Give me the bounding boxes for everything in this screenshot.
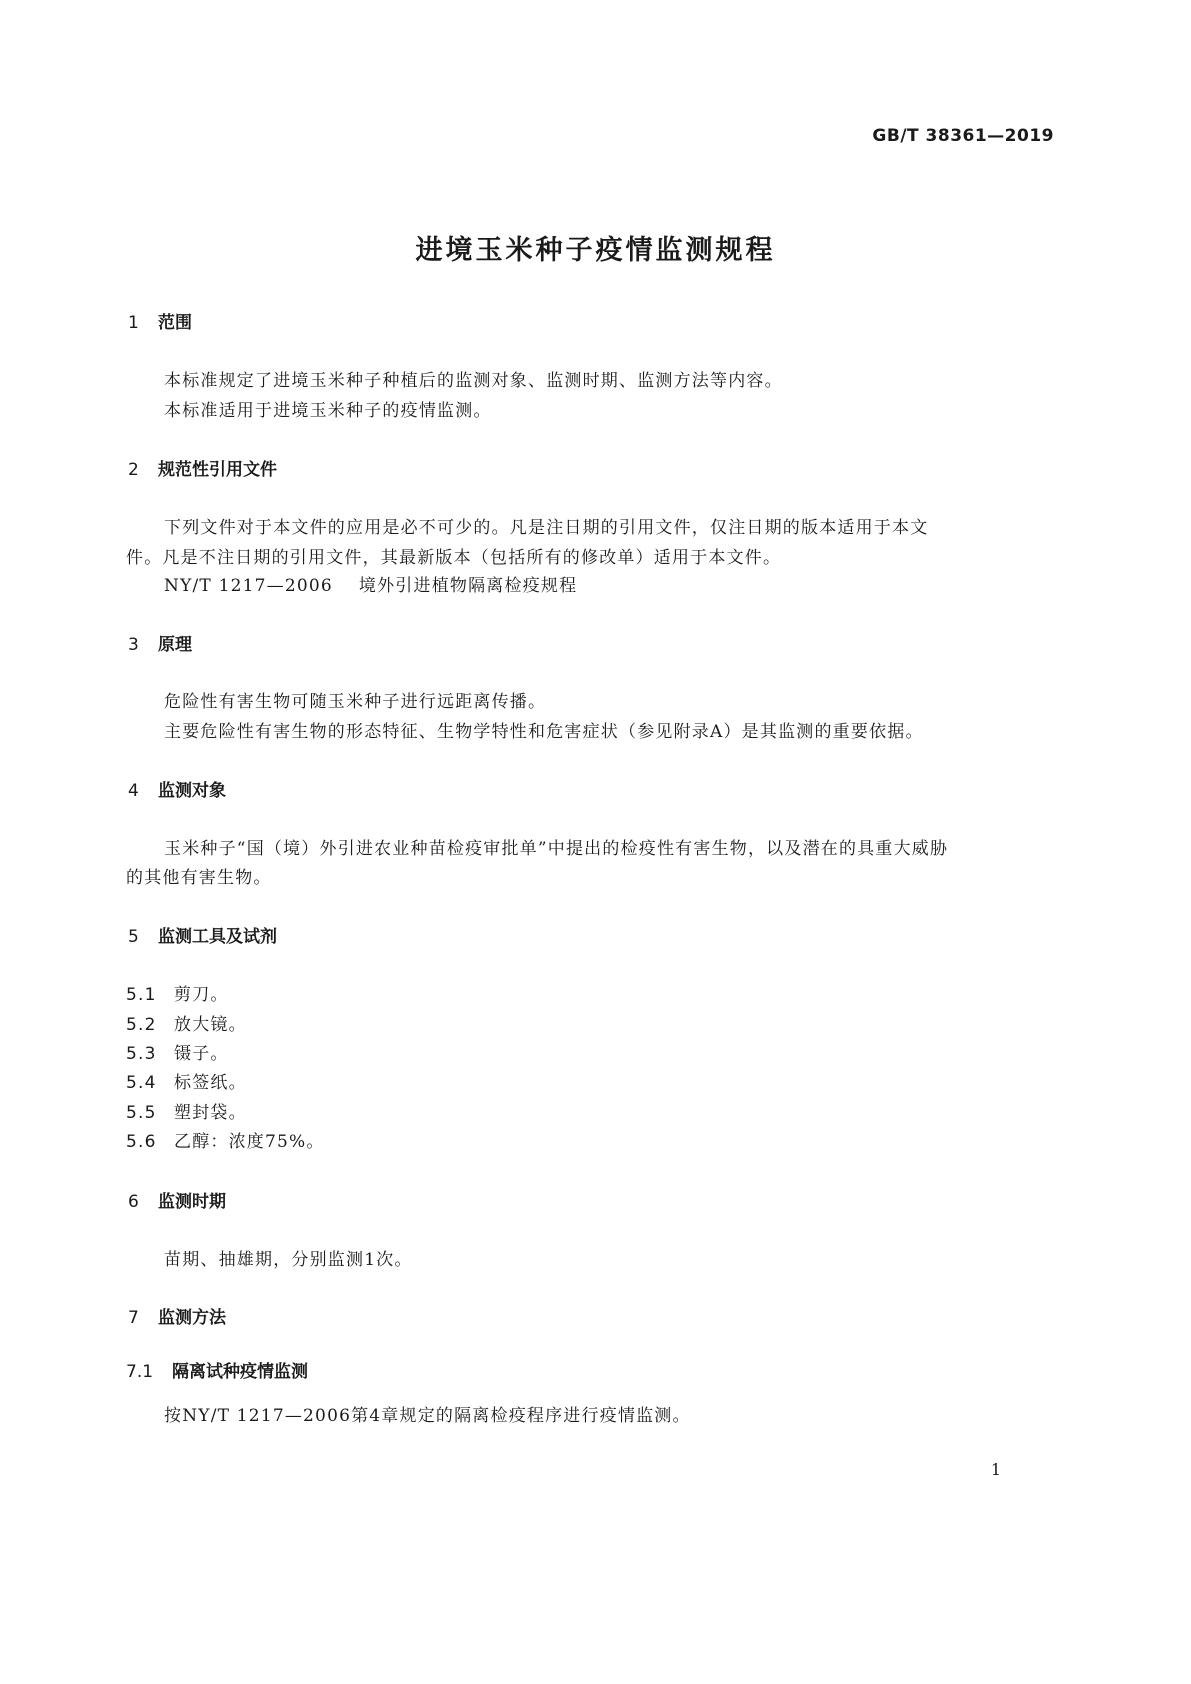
- section-5-heading: [128, 922, 277, 947]
- section-title: 监测时期: [158, 1192, 226, 1212]
- list-item: 5.3 镊子。: [126, 1044, 229, 1064]
- reference-code: NY/T 1217—2006: [164, 576, 333, 596]
- paragraph: 本标准规定了进境玉米种子种植后的监测对象、监测时期、监测方法等内容。: [164, 371, 783, 391]
- list-item: 5.2 放大镜。: [126, 1015, 247, 1035]
- section-4-heading: [128, 776, 226, 801]
- paragraph: 主要危险性有害生物的形态特征、生物学特性和危害症状（参见附录A）是其监测的重要依据。: [164, 722, 924, 742]
- section-number: 3: [128, 635, 139, 655]
- section-7-heading: [128, 1303, 226, 1328]
- paragraph: 按NY/T 1217—2006第4章规定的隔离检疫程序进行疫情监测。: [164, 1406, 691, 1426]
- list-item: 5.4 标签纸。: [126, 1073, 247, 1093]
- list-item: 5.6 乙醇：浓度75%。: [126, 1132, 325, 1152]
- section-6-heading: [128, 1187, 226, 1212]
- section-title: 规范性引用文件: [158, 460, 277, 480]
- section-title: 范围: [158, 313, 192, 333]
- list-item: 5.1 剪刀。: [126, 985, 229, 1005]
- subsection-number: 7.1: [126, 1362, 154, 1382]
- section-number: 4: [128, 781, 139, 801]
- section-title: 监测工具及试剂: [158, 927, 277, 947]
- section-2-heading: [128, 455, 277, 480]
- paragraph: 的其他有害生物。: [126, 868, 272, 888]
- paragraph: 玉米种子“国（境）外引进农业种苗检疫审批单”中提出的检疫性有害生物，以及潜在的具重大威胁: [164, 839, 949, 859]
- page-title: 进境玉米种子疫情监测规程: [415, 235, 776, 266]
- normative-reference: [164, 571, 577, 596]
- section-title: 监测方法: [158, 1308, 226, 1328]
- standard-number: GB/T 38361—2019: [872, 126, 1054, 146]
- list-item: 5.5 塑封袋。: [126, 1103, 247, 1123]
- paragraph: 苗期、抽雄期，分别监测1次。: [164, 1250, 413, 1270]
- section-number: 1: [128, 313, 139, 333]
- reference-title: 境外引进植物隔离检疫规程: [358, 576, 578, 596]
- subsection-title: 隔离试种疫情监测: [172, 1362, 308, 1382]
- subsection-7-1-heading: [126, 1357, 308, 1382]
- paragraph: 危险性有害生物可随玉米种子进行远距离传播。: [164, 692, 547, 712]
- section-number: 7: [128, 1308, 139, 1328]
- section-title: 原理: [158, 635, 192, 655]
- section-3-heading: [128, 630, 192, 655]
- section-number: 6: [128, 1192, 139, 1212]
- page-number: 1: [990, 1460, 1001, 1479]
- paragraph: 本标准适用于进境玉米种子的疫情监测。: [164, 401, 492, 421]
- section-number: 5: [128, 927, 139, 947]
- paragraph: 件。凡是不注日期的引用文件，其最新版本（包括所有的修改单）适用于本文件。: [126, 548, 782, 568]
- paragraph: 下列文件对于本文件的应用是必不可少的。凡是注日期的引用文件，仅注日期的版本适用于本文: [164, 518, 929, 538]
- section-number: 2: [128, 460, 139, 480]
- section-1-heading: [128, 308, 192, 333]
- section-title: 监测对象: [158, 781, 226, 801]
